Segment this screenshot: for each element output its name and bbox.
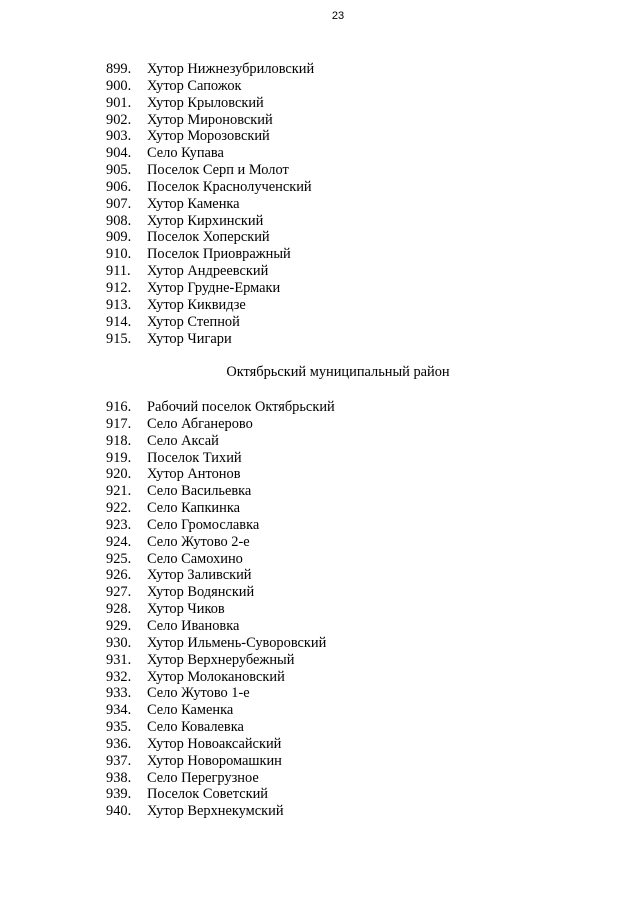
list-item	[106, 112, 314, 129]
item-number: 920.	[106, 466, 132, 483]
item-name: Село Васильевка	[147, 483, 252, 500]
list-item	[106, 450, 335, 467]
item-name: Хутор Каменка	[147, 195, 240, 212]
item-number: 935.	[106, 719, 132, 736]
list-item	[106, 567, 335, 584]
item-name: Хутор Степной	[147, 313, 240, 330]
item-number: 910.	[106, 246, 132, 263]
item-number: 928.	[106, 601, 132, 618]
item-number: 925.	[106, 550, 132, 567]
item-number: 933.	[106, 685, 132, 702]
item-name: Хутор Андреевский	[147, 263, 269, 280]
item-number: 934.	[106, 702, 132, 719]
list-item	[106, 719, 335, 736]
item-number: 939.	[106, 786, 132, 803]
item-number: 931.	[106, 651, 132, 668]
list-item	[106, 179, 314, 196]
list-item	[106, 601, 335, 618]
item-number: 902.	[106, 111, 132, 128]
item-number: 921.	[106, 483, 132, 500]
list-item	[106, 618, 335, 635]
item-number: 926.	[106, 567, 132, 584]
item-number: 938.	[106, 769, 132, 786]
list-item	[106, 61, 314, 78]
item-number: 908.	[106, 212, 132, 229]
list-item	[106, 702, 335, 719]
item-name: Село Капкинка	[147, 500, 240, 517]
item-number: 909.	[106, 229, 132, 246]
item-name: Село Купава	[147, 145, 224, 162]
settlement-list-first	[106, 61, 314, 347]
list-item	[106, 162, 314, 179]
list-item	[106, 416, 335, 433]
item-number: 912.	[106, 279, 132, 296]
item-name: Хутор Грудне-Ермаки	[147, 279, 281, 296]
list-item	[106, 128, 314, 145]
item-number: 917.	[106, 415, 132, 432]
item-name: Поселок Серп и Молот	[147, 162, 289, 179]
list-item	[106, 213, 314, 230]
item-name: Хутор Антонов	[147, 466, 241, 483]
item-number: 911.	[106, 263, 131, 280]
item-number: 899.	[106, 61, 132, 77]
item-name: Хутор Крыловский	[147, 94, 264, 111]
item-number: 937.	[106, 752, 132, 769]
item-number: 932.	[106, 668, 132, 685]
item-name: Хутор Новоаксайский	[147, 735, 282, 752]
item-name: Поселок Краснолученский	[147, 178, 312, 195]
item-name: Хутор Сапожок	[147, 77, 242, 94]
list-item	[106, 331, 314, 348]
list-item	[106, 669, 335, 686]
item-name: Поселок Хоперский	[147, 229, 270, 246]
list-item	[106, 736, 335, 753]
item-number: 907.	[106, 195, 132, 212]
item-name: Село Абганерово	[147, 415, 253, 432]
item-number: 900.	[106, 77, 132, 94]
item-name: Село Громославка	[147, 516, 260, 533]
list-item	[106, 685, 335, 702]
item-name: Хутор Новоромашкин	[147, 752, 282, 769]
item-name: Хутор Заливский	[147, 567, 252, 584]
item-name: Хутор Морозовский	[147, 128, 270, 145]
list-item	[106, 196, 314, 213]
item-number: 927.	[106, 584, 132, 601]
item-name: Село Ковалевка	[147, 719, 244, 736]
item-number: 901.	[106, 94, 132, 111]
list-item	[106, 263, 314, 280]
item-name: Хутор Киквидзе	[147, 296, 246, 313]
list-item	[106, 95, 314, 112]
item-number: 919.	[106, 449, 132, 466]
list-item	[106, 584, 335, 601]
settlement-list-second	[106, 399, 335, 820]
list-item	[106, 517, 335, 534]
item-number: 916.	[106, 399, 132, 415]
item-number: 906.	[106, 178, 132, 195]
page-number: 23	[331, 10, 345, 22]
item-name: Село Самохино	[147, 550, 243, 567]
list-item	[106, 483, 335, 500]
item-number: 929.	[106, 617, 132, 634]
item-name: Поселок Тихий	[147, 449, 242, 466]
item-name: Село Жутово 1-е	[147, 685, 250, 702]
item-name: Хутор Нижнезубриловский	[147, 61, 315, 77]
item-name: Село Ивановка	[147, 617, 240, 634]
list-item	[106, 551, 335, 568]
list-item	[106, 500, 335, 517]
item-number: 924.	[106, 533, 132, 550]
item-number: 905.	[106, 162, 132, 179]
item-name: Хутор Мироновский	[147, 111, 273, 128]
item-number: 940.	[106, 803, 132, 820]
item-name: Хутор Чиков	[147, 601, 225, 618]
item-name: Хутор Ильмень-Суворовский	[147, 634, 327, 651]
list-item	[106, 246, 314, 263]
item-name: Село Аксай	[147, 432, 219, 449]
item-name: Рабочий поселок Октябрьский	[147, 399, 335, 415]
item-name: Хутор Кирхинский	[147, 212, 264, 229]
item-name: Село Каменка	[147, 702, 234, 719]
list-item	[106, 786, 335, 803]
list-item	[106, 314, 314, 331]
list-item	[106, 803, 335, 820]
section-heading: Октябрьский муниципальный район	[226, 364, 450, 380]
item-number: 930.	[106, 634, 132, 651]
list-item	[106, 534, 335, 551]
list-item	[106, 635, 335, 652]
item-number: 918.	[106, 432, 132, 449]
item-name: Хутор Верхнекумский	[147, 803, 284, 820]
item-name: Поселок Приовражный	[147, 246, 291, 263]
list-item	[106, 770, 335, 787]
list-item	[106, 280, 314, 297]
item-number: 923.	[106, 516, 132, 533]
item-number: 936.	[106, 735, 132, 752]
list-item	[106, 466, 335, 483]
item-number: 913.	[106, 296, 132, 313]
item-number: 915.	[106, 330, 132, 347]
item-name: Поселок Советский	[147, 786, 268, 803]
item-name: Хутор Молокановский	[147, 668, 285, 685]
list-item	[106, 229, 314, 246]
list-item	[106, 433, 335, 450]
item-number: 922.	[106, 500, 132, 517]
list-item	[106, 297, 314, 314]
list-item	[106, 78, 314, 95]
list-item	[106, 145, 314, 162]
item-name: Село Перегрузное	[147, 769, 259, 786]
item-name: Хутор Водянский	[147, 584, 255, 601]
item-name: Село Жутово 2-е	[147, 533, 250, 550]
list-item	[106, 399, 335, 416]
item-number: 904.	[106, 145, 132, 162]
item-name: Хутор Верхнерубежный	[147, 651, 295, 668]
list-item	[106, 753, 335, 770]
item-number: 903.	[106, 128, 132, 145]
item-name: Хутор Чигари	[147, 330, 232, 347]
list-item	[106, 652, 335, 669]
item-number: 914.	[106, 313, 132, 330]
